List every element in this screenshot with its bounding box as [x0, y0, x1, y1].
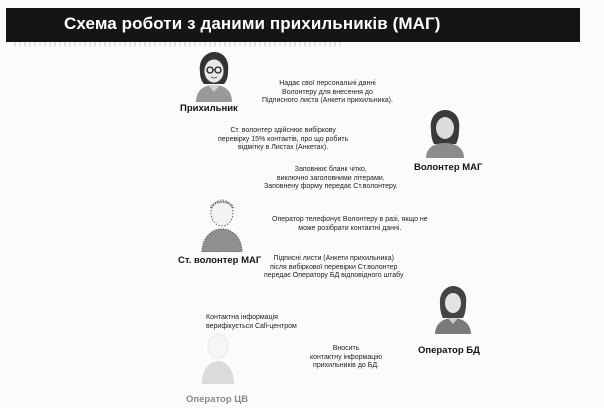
db-operator-avatar-icon	[430, 284, 476, 334]
supporter-avatar-icon	[188, 50, 240, 102]
step-1-note: Надає свої персональні данні Волонтеру для внесення до Підписного листа (Анкети прихильника).	[262, 80, 393, 105]
page-title: Схема роботи з даними прихильників (МАГ)	[64, 14, 441, 33]
cc-operator-avatar-icon	[198, 330, 238, 384]
title-bar	[6, 8, 580, 42]
step-6-note: Контактна інформація верифікується Call-центром	[206, 314, 297, 330]
cc-operator-label: Оператор ЦВ	[186, 394, 249, 405]
senior-volunteer-avatar-icon	[196, 196, 248, 252]
step-4-note: Оператор телефонує Волонтеру в разі, якщо не може розібрати контактні данні.	[272, 216, 428, 232]
volunteer-avatar-icon	[422, 108, 468, 158]
senior-volunteer-label: Ст. волонтер МАГ	[178, 255, 262, 266]
volunteer-label: Волонтер МАГ	[414, 162, 483, 173]
step-2-note: Ст. волонтер здійснює вибіркову перевірку 15% контактів, про що робить відмітку в Листах (Анкетах).	[218, 127, 349, 152]
supporter-label: Прихильник	[180, 103, 238, 114]
step-3-note: Заповнює бланк чітко, виключно заголовними літерами. Заповнену форму передає Ст.волонтеру.	[264, 166, 398, 191]
bleed-through-text	[14, 42, 344, 47]
step-7-note: Вносить контактну інформацію прихильників до БД.	[310, 345, 383, 370]
db-operator-label: Оператор БД	[418, 345, 480, 356]
step-5-note: Підписні листи (Анкети прихильника) після вибіркової перевірки Ст.волонтер передає Оператору БД відповідного штабу	[264, 255, 404, 280]
